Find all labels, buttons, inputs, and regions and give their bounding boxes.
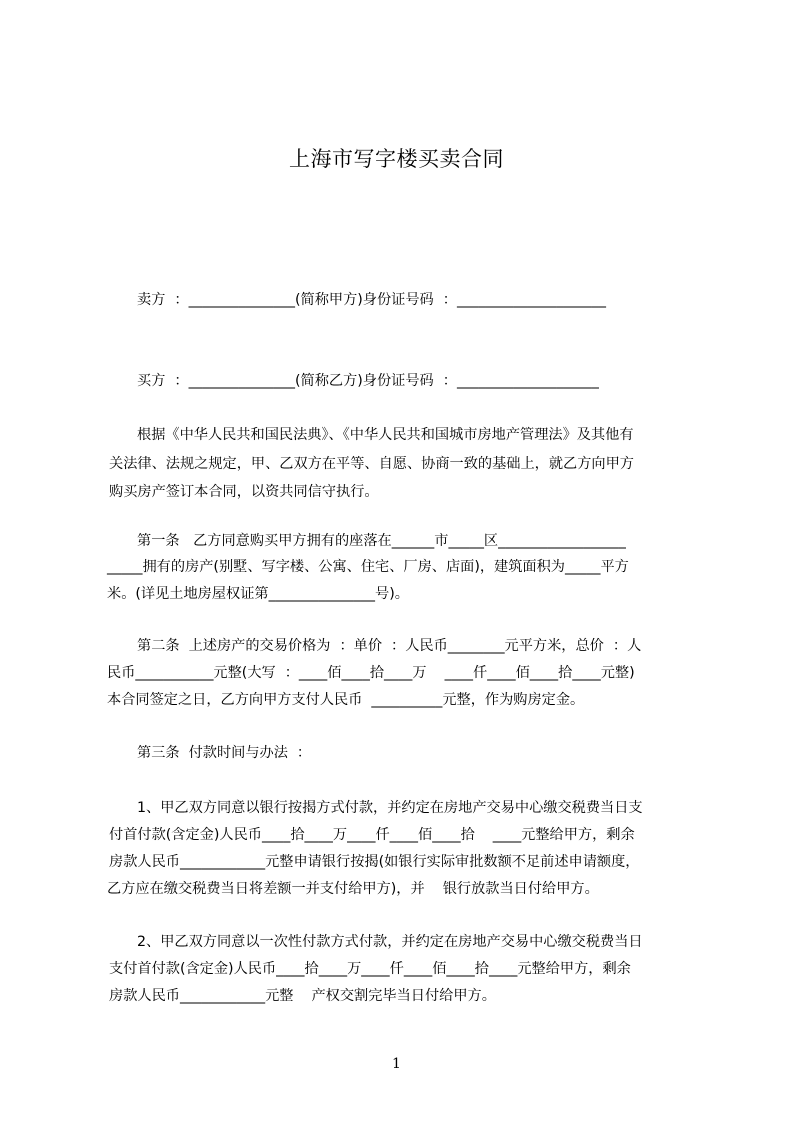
buyer-line: 买方 ：_______________(简称乙方)身份证号码 ：____________________ <box>137 373 599 389</box>
seller-line: 卖方 ：_______________(简称甲方)身份证号码 ：_____________________ <box>137 292 606 308</box>
clause1-line: 乙方应在缴交税费当日将差额一并支付给甲方)，并 银行放款当日付给甲方。 <box>107 881 599 897</box>
preamble-line: 关法律、法规之规定，甲、乙双方在平等、自愿、协商一致的基础上，就乙方向甲方 <box>109 456 634 472</box>
preamble-line: 根据《中华人民共和国民法典》、《中华人民共和国城市房地产管理法》及其他有 <box>137 427 634 443</box>
clause1-line: 房款人民币____________元整申请银行按揭(如银行实际审批数额不足前述申请额度， <box>109 854 640 870</box>
article1-line: 第一条 乙方同意购买甲方拥有的座落在______市_____区__________________ <box>137 533 626 549</box>
article3-heading: 第三条 付款时间与办法 ： <box>137 745 312 761</box>
clause2-line: 支付首付款(含定金)人民币____拾____万____仟____佰____拾____元整给甲方，剩余 <box>109 961 631 977</box>
clause1-line: 付首付款(含定金)人民币____拾____万____仟____佰____拾 ____元整给甲方，剩余 <box>109 827 635 843</box>
page-number: 1 <box>392 1056 401 1072</box>
clause1-line: 1、甲乙双方同意以银行按揭方式付款，并约定在房地产交易中心缴交税费当日支 <box>137 800 643 816</box>
article2-line: 第二条 上述房产的交易价格为 ：单价 ：人民币________元平方米，总价 ：人 <box>137 638 642 654</box>
article1-line: 米。(详见土地房屋权证第_______________号)。 <box>107 586 409 602</box>
clause2-line: 2、甲乙双方同意以一次性付款方式付款，并约定在房地产交易中心缴交税费当日 <box>137 934 643 950</box>
article2-line: 民币___________元整(大写 ：____佰____拾____万 ____仟____佰____拾____元整) <box>107 665 635 681</box>
preamble-line: 购买房产签订本合同，以资共同信守执行。 <box>109 484 379 500</box>
contract-title: 上海市写字楼买卖合同 <box>289 147 504 171</box>
clause2-line: 房款人民币____________元整 产权交割完毕当日付给甲方。 <box>109 988 496 1004</box>
article1-line: _____拥有的房产(别墅、写字楼、公寓、住宅、厂房、店面)，建筑面积为_____平方 <box>107 559 629 575</box>
article2-line: 本合同签定之日，乙方向甲方支付人民币 __________元整，作为购房定金。 <box>107 692 585 708</box>
